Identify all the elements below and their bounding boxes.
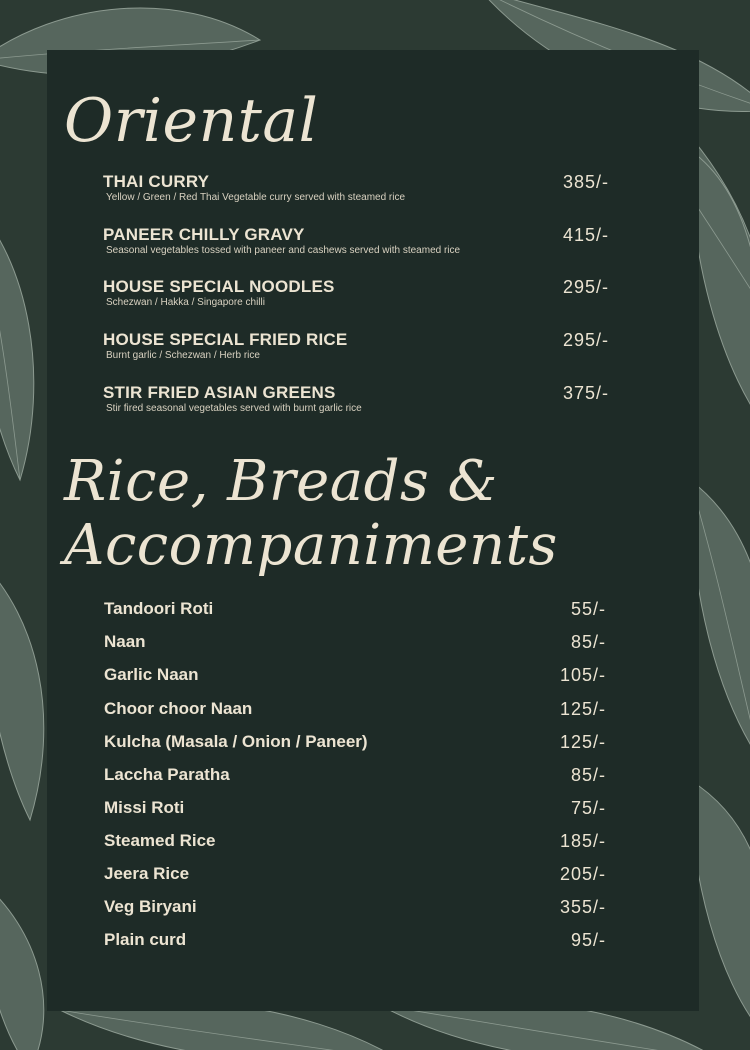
menu-item [104,797,664,821]
menu-item [104,863,664,887]
menu-panel [47,50,699,1011]
menu-item-name: Jeera Rice [104,864,190,883]
menu-item [104,764,664,788]
menu-item [104,598,664,622]
menu-item-price: 125/- [559,699,606,719]
menu-item-price: 295/- [562,330,609,350]
menu-item [103,225,663,257]
menu-item-description: Burnt garlic / Schezwan / Herb rice [106,350,260,361]
menu-item-price: 295/- [562,277,609,297]
menu-item-name: HOUSE SPECIAL NOODLES [103,277,335,296]
menu-item [104,896,664,920]
menu-item-name: STIR FRIED ASIAN GREENS [103,383,336,402]
menu-item-price: 385/- [562,172,609,192]
menu-item-price: 85/- [570,765,606,785]
menu-item [103,172,663,204]
menu-item-price: 125/- [559,732,606,752]
menu-item-name: Naan [104,632,146,651]
menu-item [104,929,664,953]
menu-item-name: THAI CURRY [103,172,210,191]
menu-item [104,664,664,688]
menu-item-price: 95/- [570,930,606,950]
menu-item-price: 75/- [570,798,606,818]
menu-item-description: Schezwan / Hakka / Singapore chilli [106,297,265,308]
menu-item-price: 375/- [562,383,609,403]
menu-item-price: 85/- [570,632,606,652]
menu-item-description: Stir fired seasonal vegetables served with burnt garlic rice [106,403,362,414]
section-title-line: Accompaniments [64,513,558,578]
menu-item-price: 55/- [570,599,606,619]
menu-item-price: 105/- [559,665,606,685]
menu-item [104,731,664,755]
menu-item [103,330,663,362]
menu-item [104,631,664,655]
menu-item-name: Plain curd [104,930,187,949]
menu-item-name: Veg Biryani [104,897,197,916]
menu-item-name: Tandoori Roti [104,599,214,618]
menu-item-name: Missi Roti [104,798,185,817]
menu-item-price: 355/- [559,897,606,917]
menu-item-price: 205/- [559,864,606,884]
section-title-rice-breads [64,450,558,578]
section-title-line: Rice, Breads & [64,449,498,514]
menu-item-name: HOUSE SPECIAL FRIED RICE [103,330,348,349]
menu-item-name: Choor choor Naan [104,699,253,718]
menu-item-price: 185/- [559,831,606,851]
menu-item-name: Garlic Naan [104,665,199,684]
menu-item-description: Seasonal vegetables tossed with paneer and cashews served with steamed rice [106,245,461,256]
menu-item-name: PANEER CHILLY GRAVY [103,225,305,244]
menu-item [104,698,664,722]
menu-item [104,830,664,854]
menu-item-description: Yellow / Green / Red Thai Vegetable curry served with steamed rice [106,192,406,203]
menu-item-name: Steamed Rice [104,831,216,850]
menu-item-name: Kulcha (Masala / Onion / Paneer) [104,732,368,751]
section-title-oriental: Oriental [64,86,319,156]
menu-item-price: 415/- [562,225,609,245]
menu-item [103,277,663,309]
menu-item-name: Laccha Paratha [104,765,230,784]
menu-item [103,383,663,415]
